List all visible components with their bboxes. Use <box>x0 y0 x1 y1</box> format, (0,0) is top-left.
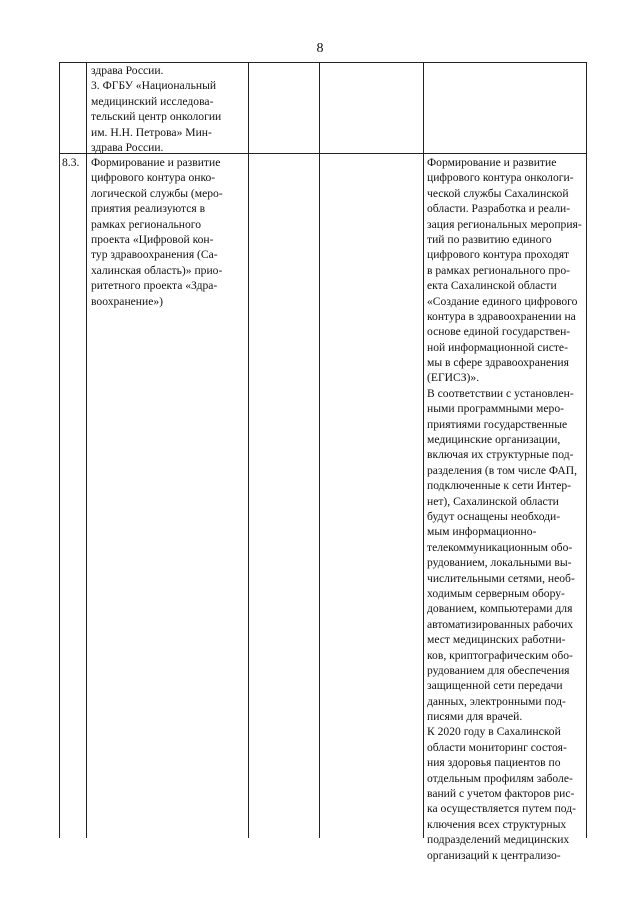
activity-description-text <box>427 155 582 863</box>
text-line: рудованием, локальными вы- <box>427 556 572 570</box>
text-line: включая их структурные под- <box>427 448 574 462</box>
text-line: екта Сахалинской области <box>427 279 557 293</box>
text-line: основе единой государствен- <box>427 325 571 339</box>
text-line: организаций к централизо- <box>427 848 561 862</box>
text-line: рамках регионального <box>91 217 202 231</box>
text-line: Формирование и развитие <box>427 156 557 169</box>
text-line: области. Разработка и реали- <box>427 202 571 216</box>
text-line: ческой службы Сахалинской <box>427 186 569 200</box>
text-line: тур здравоохранения (Са- <box>91 248 218 262</box>
text-line: тий по развитию единого <box>427 232 552 246</box>
text-line: здрава России. <box>91 64 164 77</box>
text-line: здрава России. <box>91 140 164 154</box>
text-line: ной информационной систе- <box>427 340 568 354</box>
text-line: (ЕГИСЗ)». <box>427 371 480 385</box>
text-line: мест медицинских работни- <box>427 633 566 647</box>
table-border-right <box>586 62 587 838</box>
text-line: контура в здравоохранении на <box>427 309 576 323</box>
text-line: проекта «Цифровой кон- <box>91 232 214 246</box>
text-line: разделения (в том числе ФАП, <box>427 463 577 477</box>
text-line: зация региональных мероприя- <box>427 217 582 231</box>
text-line: рудованием для обеспечения <box>427 663 570 677</box>
text-line: данных, электронными под- <box>427 694 566 708</box>
text-line: В соответствии с установлен- <box>427 386 574 400</box>
text-line: отдельным профилям заболе- <box>427 771 573 785</box>
text-line: ния здоровья пациентов по <box>427 756 561 770</box>
text-line: телекоммуникационным обо- <box>427 540 573 554</box>
text-line: цифрового контура онкологи- <box>427 171 574 185</box>
text-line: нет), Сахалинской области <box>427 494 559 508</box>
text-line: тельский центр онкологии <box>91 110 222 124</box>
text-line: автоматизированных рабочих <box>427 617 574 631</box>
text-line: области мониторинг состоя- <box>427 740 567 754</box>
table-border-col3 <box>319 62 320 838</box>
table-border-col1 <box>86 62 87 838</box>
text-line: ков, криптографическим обо- <box>427 648 573 662</box>
text-line: 3. ФГБУ «Национальный <box>91 79 217 93</box>
text-line: ритетного проекта «Здра- <box>91 279 218 293</box>
text-line: подразделений медицинских <box>427 833 570 847</box>
text-line: им. Н.Н. Петрова» Мин- <box>91 125 212 139</box>
table-border-col2 <box>248 62 249 838</box>
table-border-col4 <box>423 62 424 838</box>
row-number: 8.3. <box>62 156 80 169</box>
text-line: мым информационно- <box>427 525 537 539</box>
text-line: приятия реализуются в <box>91 202 206 216</box>
text-line: халинская область)» прио- <box>91 263 223 277</box>
text-line: защищенной сети передачи <box>427 679 563 693</box>
text-line: цифрового контура онко- <box>91 171 216 185</box>
text-line: логической службы (меро- <box>91 186 223 200</box>
text-line: ными программными меро- <box>427 402 564 416</box>
text-line: воохранение») <box>91 294 164 308</box>
text-line: цифрового контура проходят <box>427 248 570 262</box>
text-line: К 2020 году в Сахалинской <box>427 725 561 739</box>
table-border-left <box>59 62 60 838</box>
text-line: дованием, компьютерами для <box>427 602 573 616</box>
text-line: мы в сфере здравоохранения <box>427 356 569 370</box>
text-line: писями для врачей. <box>427 710 523 724</box>
text-line: числительными сетями, необ- <box>427 571 575 585</box>
activity-name-text <box>91 155 223 309</box>
text-line: будут оснащены необходи- <box>427 509 561 523</box>
text-line: ходимым серверным обору- <box>427 586 565 600</box>
text-line: ключения всех структурных <box>427 817 567 831</box>
text-line: ка осуществляется путем под- <box>427 802 576 816</box>
document-table <box>59 62 587 862</box>
text-line: подключенные к сети Интер- <box>427 479 572 493</box>
text-line: в рамках регионального про- <box>427 263 570 277</box>
text-line: «Создание единого цифрового <box>427 294 578 308</box>
row-continued-text <box>91 63 221 155</box>
text-line: медицинский исследова- <box>91 94 214 108</box>
text-line: приятиями государственные <box>427 417 568 431</box>
page-number: 8 <box>316 41 324 56</box>
text-line: Формирование и развитие <box>91 156 221 169</box>
text-line: медицинские организации, <box>427 433 561 447</box>
text-line: ваний с учетом факторов рис- <box>427 787 575 801</box>
